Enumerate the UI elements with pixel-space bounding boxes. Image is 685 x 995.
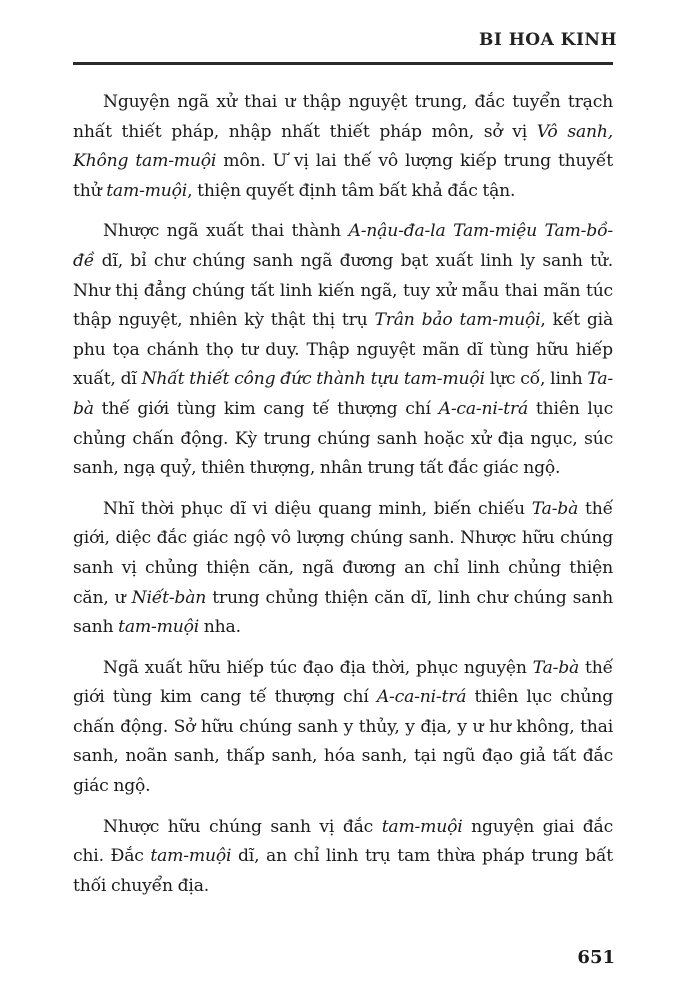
italic-term: Ta-bà (73, 369, 613, 419)
text-run: trung chủng thiện căn dĩ, linh chư chúng sanh sanh (73, 587, 613, 638)
text-run: dĩ, an chỉ linh trụ tam thừa pháp trung bất thối chuyển địa. (73, 846, 614, 896)
text-run: , thiện quyết định tâm bất khả đắc tận. (187, 180, 516, 201)
italic-term: Nhất thiết công đức thành tựu tam-muội (141, 369, 485, 390)
italic-term: tam-muội (381, 816, 463, 837)
page-number: 651 (577, 947, 615, 968)
italic-term: Niết-bàn (131, 587, 207, 608)
italic-term: Ta-bà (531, 498, 579, 519)
text-run: thiên lục chủng chấn động. Sở hữu chúng sanh y thủy, y địa, y ư hư không, thai sanh, noãn sanh, thấp sanh, hóa sanh, tại ngũ đạo giả tất đắc giác ngộ. (73, 687, 613, 797)
italic-term: A-ca-ni-trá (438, 398, 529, 419)
text-run: nha. (199, 617, 241, 638)
italic-term: tam-muội (118, 617, 200, 638)
paragraph-3 (73, 495, 613, 643)
text-run: thế giới tùng kim cang tế thượng chí (93, 398, 439, 419)
paragraph-1 (73, 88, 613, 206)
text-run: dĩ, bỉ chư chúng sanh ngã đương bạt xuất linh ly sanh tử. Như thị đẳng chúng tất linh kiến ngã, tuy xử mẫu thai mãn túc thập nguyệt, nhiên kỳ thật thị trụ (73, 250, 613, 331)
text-run: thế giới tùng kim cang tế thượng chí (73, 657, 613, 708)
paragraph-4 (73, 654, 613, 802)
italic-term: A-ca-ni-trá (376, 687, 467, 708)
text-run: thiên lục chủng chấn động. Kỳ trung chúng sanh hoặc xử địa ngục, súc sanh, ngạ quỷ, thiên thượng, nhân trung tất đắc giác ngộ. (73, 398, 613, 479)
paragraph-2 (73, 217, 613, 483)
text-run: thế giới, diệc đắc giác ngộ vô lượng chúng sanh. Nhược hữu chúng sanh vị chủng thiện căn, ngã đương an chỉ linh chủng thiện căn, ư (73, 498, 613, 608)
italic-term: Vô sanh, Không tam-muội (73, 121, 613, 172)
text-run: Nhược ngã xuất thai thành (103, 221, 349, 242)
text-run: Ngã xuất hữu hiếp túc đạo địa thời, phục nguyện (103, 657, 533, 678)
body-text (73, 88, 613, 912)
italic-term: tam-muội (150, 846, 232, 867)
paragraph-5 (73, 813, 613, 902)
italic-term: Trân bảo tam-muội (374, 310, 541, 331)
text-run: môn. Ư vị lai thế vô lượng kiếp trung thuyết thử (73, 151, 613, 201)
header-rule (73, 62, 613, 65)
text-run: lực cố, linh (484, 369, 588, 390)
text-run: Nhĩ thời phục dĩ vi diệu quang minh, biến chiếu (103, 498, 532, 519)
text-run: nguyện giai đắc chi. Đắc (73, 816, 613, 867)
text-run: , kết già phu tọa chánh thọ tư duy. Thập nguyệt mãn dĩ tùng hữu hiếp xuất, dĩ (73, 310, 614, 390)
italic-term: Ta-bà (532, 657, 580, 678)
running-head-title: BI HOA KINH (478, 30, 617, 50)
italic-term: tam-muội (106, 180, 188, 201)
italic-term: A-nậu-đa-la Tam-miệu Tam-bồ-đề (73, 221, 613, 271)
text-run: Nguyện ngã xử thai ư thập nguyệt trung, đắc tuyển trạch nhất thiết pháp, nhập nhất thiết pháp môn, sở vị (73, 92, 613, 142)
text-run: Nhược hữu chúng sanh vị đắc (103, 816, 382, 837)
